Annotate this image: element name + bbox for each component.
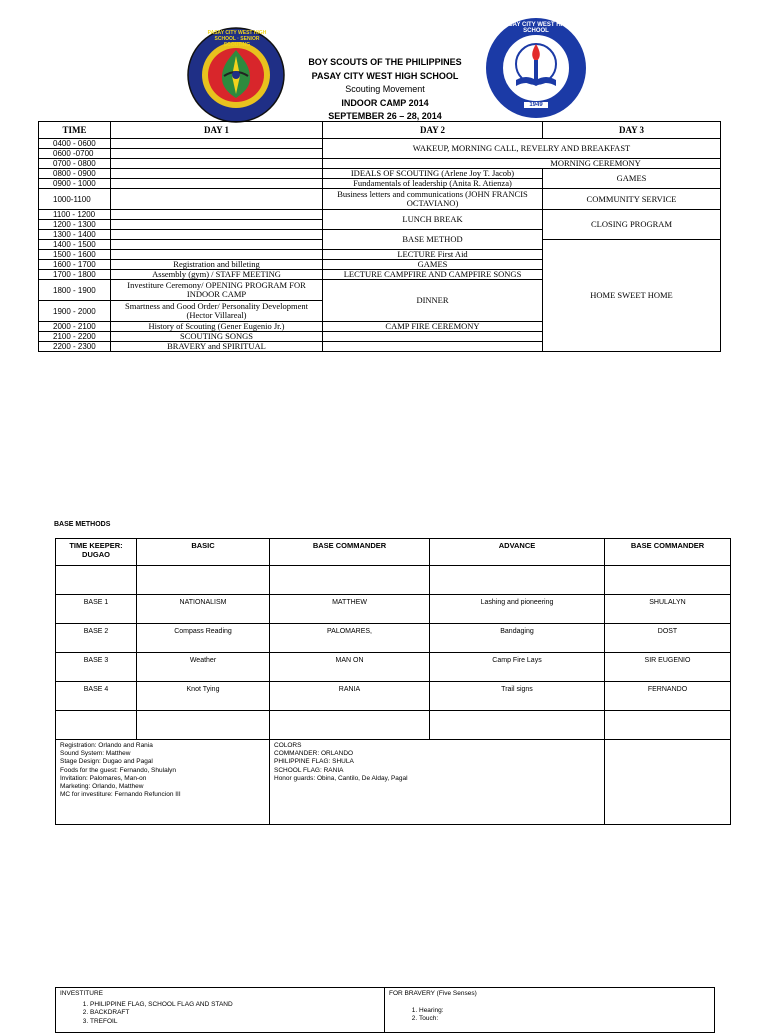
note-line: Foods for the guest: Fernando, Shulalyn	[60, 766, 176, 774]
note-line: COLORS	[274, 742, 302, 749]
basic-topic: Compass Reading	[137, 624, 270, 653]
advance-commander: FERNANDO	[605, 682, 731, 711]
note-line: Registration: Orlando and Rania	[60, 742, 153, 749]
day2-games: GAMES	[323, 260, 543, 270]
list-item: 2. Touch:	[419, 1015, 710, 1024]
day1-cell	[111, 179, 323, 189]
base-label: BASE 4	[56, 682, 137, 711]
day1-smartness: Smartness and Good Order/ Personality Development (Hector Villareal)	[111, 301, 323, 322]
bravery-list	[389, 1007, 710, 1024]
time-cell: 1400 - 1500	[39, 240, 111, 250]
day1-assembly: Assembly (gym) / STAFF MEETING	[111, 270, 323, 280]
col-day2: DAY 2	[323, 122, 543, 139]
basic-commander: PALOMARES,	[270, 624, 430, 653]
basic-commander: RANIA	[270, 682, 430, 711]
investiture-row	[56, 988, 715, 1033]
time-cell: 1700 - 1800	[39, 270, 111, 280]
list-item: 2. BACKDRAFT	[90, 1009, 380, 1018]
day3-closing: CLOSING PROGRAM	[543, 210, 721, 240]
base-methods-table	[55, 538, 731, 825]
base-label: BASE 2	[56, 624, 137, 653]
advance-topic: Bandaging	[430, 624, 605, 653]
investiture-cell	[56, 988, 385, 1033]
day2-campfire: CAMP FIRE CEREMONY	[323, 322, 543, 332]
day1-cell	[111, 169, 323, 179]
note-line: Marketing: Orlando, Matthew	[60, 783, 144, 791]
day3-community: COMMUNITY SERVICE	[543, 189, 721, 210]
advance-commander: DOST	[605, 624, 731, 653]
time-cell: 1800 - 1900	[39, 280, 111, 301]
time-cell: 0700 - 0800	[39, 159, 111, 169]
header-org: BOY SCOUTS OF THE PHILIPPINES	[308, 57, 462, 67]
notes-row	[56, 740, 731, 825]
time-cell: 2200 - 2300	[39, 342, 111, 352]
table-row	[39, 169, 721, 179]
document-header	[290, 56, 480, 124]
table-row	[39, 139, 721, 149]
table-row	[39, 189, 721, 210]
header-dates: SEPTEMBER 26 – 28, 2014	[328, 111, 442, 121]
investiture-list	[60, 1001, 380, 1027]
col-advance: ADVANCE	[430, 539, 605, 566]
col-day1: DAY 1	[111, 122, 323, 139]
bravery-title: FOR BRAVERY (Five Senses)	[389, 990, 477, 997]
day1-investiture: Investiture Ceremony/ OPENING PROGRAM FOR INDOOR CAMP	[111, 280, 323, 301]
logo-right-caption: PASAY CITY WEST HIGH SCHOOL	[500, 22, 572, 34]
logo-left-caption: PASAY CITY WEST HIGH SCHOOL · SENIOR SCOUTING	[207, 30, 267, 48]
day1-cell	[111, 210, 323, 220]
empty-cell	[56, 711, 137, 740]
col-timekeeper: TIME KEEPER: DUGAO	[56, 539, 137, 566]
day2-base-method: BASE METHOD	[323, 230, 543, 250]
base-header-row	[56, 539, 731, 566]
header-movement: Scouting Movement	[345, 84, 425, 94]
time-cell: 2000 - 2100	[39, 322, 111, 332]
note-line: Invitation: Palomares, Man-on	[60, 774, 147, 782]
time-cell: 0600 -0700	[39, 149, 111, 159]
note-line: PHILIPPINE FLAG: SHULA	[274, 758, 354, 766]
time-cell: 1000-1100	[39, 189, 111, 210]
day1-registration: Registration and billeting	[111, 260, 323, 270]
note-line: Stage Design: Dugao and Pagal	[60, 758, 153, 766]
day1-history: History of Scouting (Gener Eugenio Jr.)	[111, 322, 323, 332]
colors-notes	[270, 740, 605, 825]
day1-cell	[111, 189, 323, 210]
table-row	[39, 210, 721, 220]
note-line: Honor guards: Obina, Cantilo, De Alday, Pagal	[274, 774, 408, 782]
table-row	[56, 682, 731, 711]
list-item: 3. TREFOIL	[90, 1018, 380, 1027]
day1-cell	[111, 240, 323, 250]
table-row	[56, 624, 731, 653]
time-cell: 0400 - 0600	[39, 139, 111, 149]
basic-topic: Knot Tying	[137, 682, 270, 711]
header-school: PASAY CITY WEST HIGH SCHOOL	[311, 70, 459, 81]
time-cell: 1600 - 1700	[39, 260, 111, 270]
day1-cell	[111, 149, 323, 159]
empty-cell	[605, 566, 731, 595]
day2-lunch: LUNCH BREAK	[323, 210, 543, 230]
empty-cell	[56, 566, 137, 595]
day1-cell	[111, 220, 323, 230]
time-cell: 1200 - 1300	[39, 220, 111, 230]
day1-cell	[111, 230, 323, 240]
day2-fundamentals: Fundamentals of leadership (Anita R. Atienza)	[323, 179, 543, 189]
time-cell: 1900 - 2000	[39, 301, 111, 322]
day1-songs: SCOUTING SONGS	[111, 332, 323, 342]
table-row	[39, 159, 721, 169]
advance-commander: SHULALYN	[605, 595, 731, 624]
note-line: SCHOOL FLAG: RANIA	[274, 766, 344, 774]
logo-right-year: 1949	[524, 102, 548, 108]
time-cell: 1100 - 1200	[39, 210, 111, 220]
table-row	[56, 595, 731, 624]
time-cell: 1300 - 1400	[39, 230, 111, 240]
day1-bravery: BRAVERY and SPIRITUAL	[111, 342, 323, 352]
base-label: BASE 3	[56, 653, 137, 682]
empty-cell	[270, 566, 430, 595]
header-event: INDOOR CAMP 2014	[341, 97, 429, 108]
note-line: MC for investiture: Fernando Refuncion III	[60, 791, 181, 799]
day2-wakeup: WAKEUP, MORNING CALL, REVELRY AND BREAKFAST	[323, 139, 721, 159]
schedule-table	[38, 121, 721, 352]
time-cell: 1500 - 1600	[39, 250, 111, 260]
table-row	[56, 653, 731, 682]
day2-campfire-songs: LECTURE CAMPFIRE AND CAMPFIRE SONGS	[323, 270, 543, 280]
empty-notes-cell	[605, 740, 731, 825]
day2-cell	[323, 342, 543, 352]
empty-cell	[430, 711, 605, 740]
bravery-cell	[385, 988, 715, 1033]
day2-morning-ceremony: MORNING CEREMONY	[323, 159, 721, 169]
empty-cell	[430, 566, 605, 595]
col-base-commander: BASE COMMANDER	[270, 539, 430, 566]
col-day3: DAY 3	[543, 122, 721, 139]
base-label: BASE 1	[56, 595, 137, 624]
day1-cell	[111, 139, 323, 149]
list-item: 1. PHILIPPINE FLAG, SCHOOL FLAG AND STAND	[90, 1001, 380, 1010]
empty-cell	[605, 711, 731, 740]
col-time: TIME	[39, 122, 111, 139]
investiture-title: INVESTITURE	[60, 990, 103, 997]
time-cell: 0900 - 1000	[39, 179, 111, 189]
advance-topic: Trail signs	[430, 682, 605, 711]
empty-cell	[137, 566, 270, 595]
day1-cell	[111, 159, 323, 169]
note-line: Sound System: Matthew	[60, 750, 131, 758]
note-line: COMMANDER: ORLANDO	[274, 750, 354, 758]
day2-ideals: IDEALS OF SCOUTING (Arlene Joy T. Jacob)	[323, 169, 543, 179]
basic-commander: MATTHEW	[270, 595, 430, 624]
day3-games: GAMES	[543, 169, 721, 189]
day1-cell	[111, 250, 323, 260]
investiture-table	[55, 987, 715, 1033]
advance-commander: SIR EUGENIO	[605, 653, 731, 682]
empty-cell	[270, 711, 430, 740]
basic-commander: MAN ON	[270, 653, 430, 682]
col-basic: BASIC	[137, 539, 270, 566]
day2-dinner: DINNER	[323, 280, 543, 322]
time-cell: 0800 - 0900	[39, 169, 111, 179]
schedule-header-row	[39, 122, 721, 139]
basic-topic: Weather	[137, 653, 270, 682]
table-row	[56, 566, 731, 595]
day2-business: Business letters and communications (JOHN FRANCIS OCTAVIANO)	[323, 189, 543, 210]
day3-home: HOME SWEET HOME	[543, 240, 721, 352]
advance-topic: Camp Fire Lays	[430, 653, 605, 682]
assignments-notes	[56, 740, 270, 825]
col-base-commander-2: BASE COMMANDER	[605, 539, 731, 566]
time-cell: 2100 - 2200	[39, 332, 111, 342]
day2-lecture: LECTURE First Aid	[323, 250, 543, 260]
base-methods-title: BASE METHODS	[54, 521, 111, 528]
advance-topic: Lashing and pioneering	[430, 595, 605, 624]
basic-topic: NATIONALISM	[137, 595, 270, 624]
table-row	[56, 711, 731, 740]
empty-cell	[137, 711, 270, 740]
day2-cell	[323, 332, 543, 342]
list-item: 1. Hearing:	[419, 1007, 710, 1016]
